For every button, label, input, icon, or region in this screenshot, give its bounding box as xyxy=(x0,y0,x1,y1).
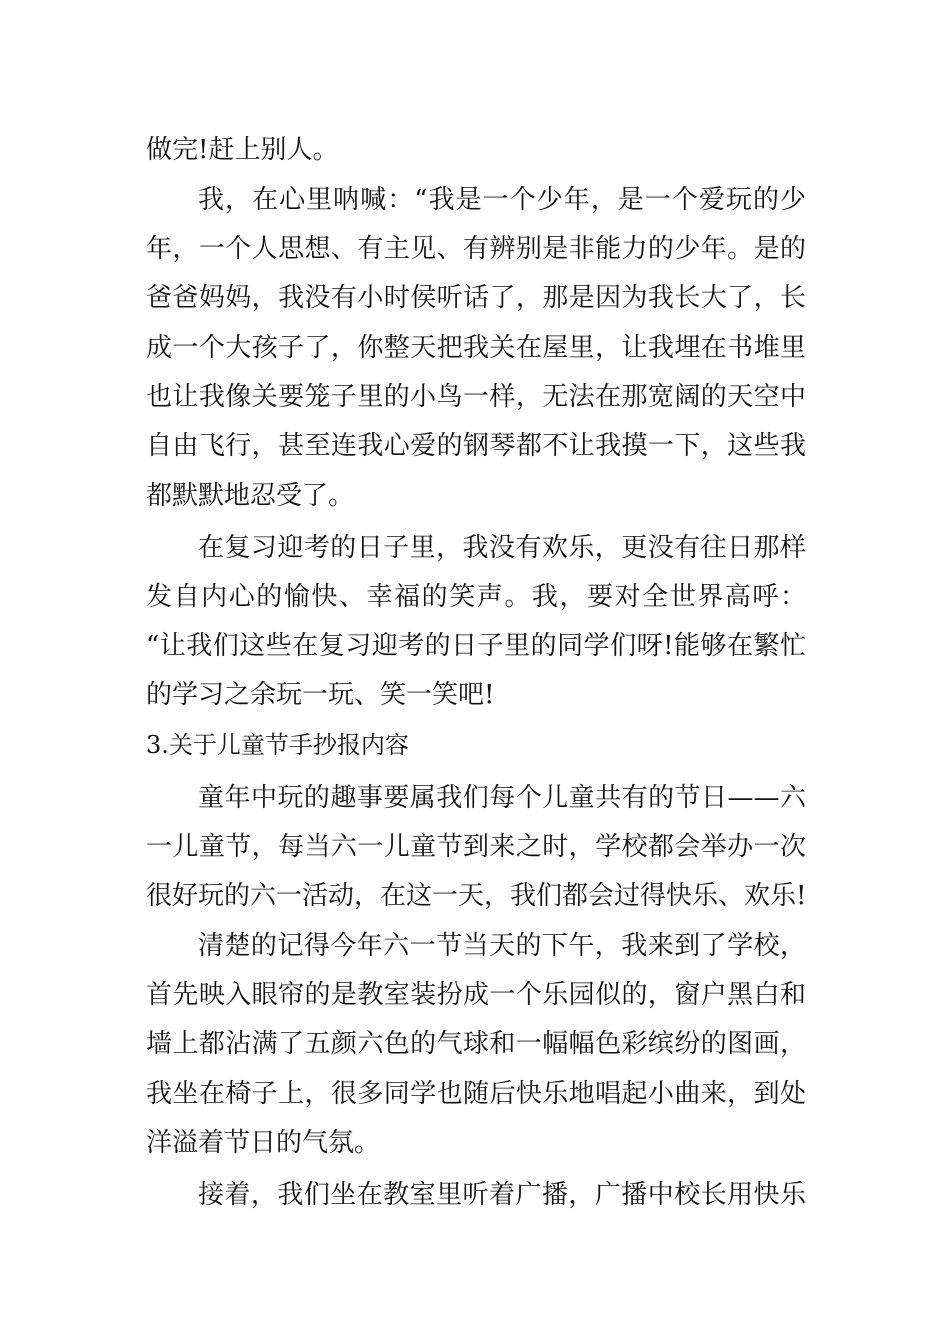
paragraph-line: 我，在心里呐喊：“我是一个少年，是一个爱玩的少 xyxy=(198,185,806,215)
section-heading: 3.关于儿童节手抄报内容 xyxy=(146,731,409,759)
paragraph-line: 我坐在椅子上，很多同学也随后快乐地唱起小曲来，到处 xyxy=(146,1079,806,1109)
paragraph-line: 清楚的记得今年六一节当天的下午，我来到了学校， xyxy=(198,931,806,961)
paragraph-line: 也让我像关要笼子里的小鸟一样，无法在那宽阔的天空中 xyxy=(146,382,806,412)
paragraph-line: 都默默地忍受了。 xyxy=(146,481,355,511)
paragraph-line: 的学习之余玩一玩、笑一笑吧! xyxy=(146,680,495,710)
paragraph-line: 自由飞行，甚至连我心爱的钢琴都不让我摸一下，这些我 xyxy=(146,431,806,461)
paragraph-line: 在复习迎考的日子里，我没有欢乐，更没有往日那样 xyxy=(198,533,806,563)
paragraph-line: 做完!赶上别人。 xyxy=(146,135,339,165)
paragraph-line: 很好玩的六一活动，在这一天，我们都会过得快乐、欢乐! xyxy=(146,881,807,911)
paragraph-line: 童年中玩的趣事要属我们每个儿童共有的节日——六 xyxy=(198,783,806,813)
paragraph-line: 成一个大孩子了，你整天把我关在屋里，让我埋在书堆里 xyxy=(146,333,806,363)
paragraph-line: 接着，我们坐在教室里听着广播，广播中校长用快乐 xyxy=(198,1180,806,1210)
paragraph-line: 年，一个人思想、有主见、有辨别是非能力的少年。是的 xyxy=(146,234,806,264)
paragraph-line: 洋溢着节日的气氛。 xyxy=(146,1128,381,1158)
paragraph-line: 一儿童节，每当六一儿童节到来之时，学校都会举办一次 xyxy=(146,832,806,862)
paragraph-line: “让我们这些在复习迎考的日子里的同学们呀!能够在繁忙 xyxy=(146,631,806,661)
paragraph-line: 首先映入眼帘的是教室装扮成一个乐园似的，窗户黑白和 xyxy=(146,980,806,1010)
paragraph-line: 墙上都沾满了五颜六色的气球和一幅幅色彩缤纷的图画， xyxy=(146,1029,806,1059)
paragraph-line: 爸爸妈妈，我没有小时侯听话了，那是因为我长大了，长 xyxy=(146,283,806,313)
paragraph-line: 发自内心的愉快、幸福的笑声。我，要对全世界高呼： xyxy=(146,582,806,612)
